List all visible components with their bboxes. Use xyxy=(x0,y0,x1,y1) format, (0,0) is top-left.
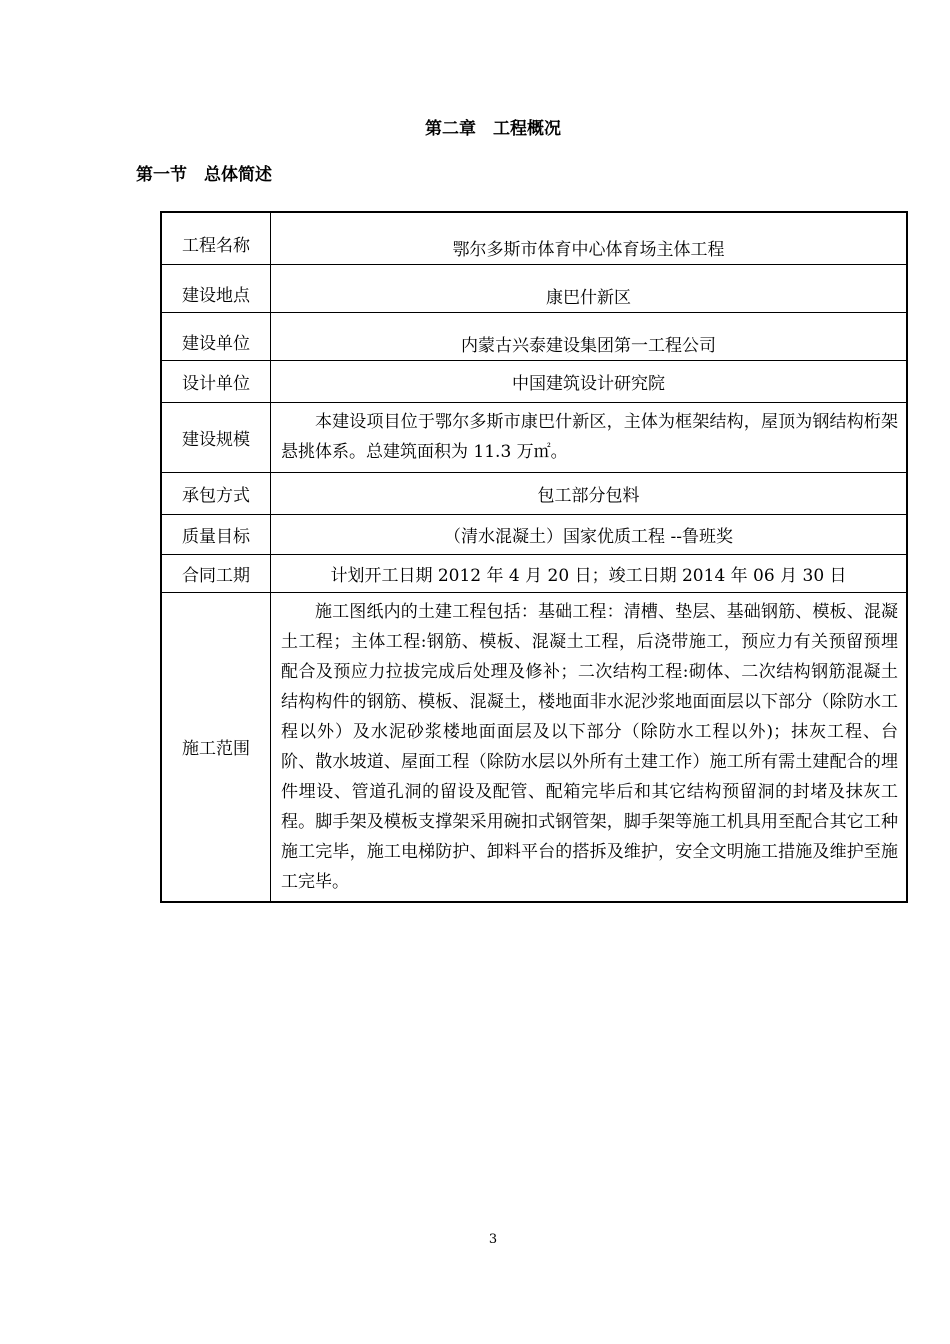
page-number: 3 xyxy=(488,1232,498,1247)
row-value: 本建设项目位于鄂尔多斯市康巴什新区，主体为框架结构，屋顶为钢结构桁架悬挑体系。总建筑面积为 11.3 万㎡。 xyxy=(271,402,908,472)
row-label: 施工范围 xyxy=(161,592,271,902)
chapter-title: 第二章 工程概况 xyxy=(425,119,561,139)
row-value: 计划开工日期 2012 年 4 月 20 日；竣工日期 2014 年 06 月 30 日 xyxy=(271,554,908,592)
row-label: 建设规模 xyxy=(161,402,271,472)
row-value: 中国建筑设计研究院 xyxy=(271,360,908,402)
row-value: （清水混凝土）国家优质工程 --鲁班奖 xyxy=(271,514,908,554)
table-row xyxy=(161,554,907,592)
row-label: 设计单位 xyxy=(161,360,271,402)
row-label: 合同工期 xyxy=(161,554,271,592)
row-label: 工程名称 xyxy=(161,212,271,264)
table-row xyxy=(161,264,907,312)
row-value: 康巴什新区 xyxy=(271,264,908,312)
row-value: 内蒙古兴泰建设集团第一工程公司 xyxy=(271,312,908,360)
table-row xyxy=(161,402,907,472)
section-title: 第一节 总体简述 xyxy=(136,165,272,185)
project-overview-table xyxy=(160,211,908,903)
table-row xyxy=(161,360,907,402)
table-row xyxy=(161,514,907,554)
table-row xyxy=(161,212,907,264)
row-label: 质量目标 xyxy=(161,514,271,554)
row-label: 建设地点 xyxy=(161,264,271,312)
row-value: 包工部分包料 xyxy=(271,472,908,514)
row-label: 建设单位 xyxy=(161,312,271,360)
row-label: 承包方式 xyxy=(161,472,271,514)
row-value: 施工图纸内的土建工程包括：基础工程：清槽、垫层、基础钢筋、模板、混凝土工程；主体工程:钢筋、模板、混凝土工程，后浇带施工，预应力有关预留预埋配合及预应力拉拔完成后处理及修补；二次结构工程:砌体、二次结构钢筋混凝土结构构件的钢筋、模板、混凝土，楼地面非水泥沙浆地面面层以下部分（除防水工程以外）及水泥砂浆楼地面面层及以下部分（除防水工程以外)；抹灰工程、台阶、散水坡道、屋面工程（除防水层以外所有土建工作）施工所有需土建配合的埋件埋设、管道孔洞的留设及配管、配箱完毕后和其它结构预留洞的封堵及抹灰工程。脚手架及模板支撑架采用碗扣式钢管架，脚手架等施工机具用至配合其它工种施工完毕，施工电梯防护、卸料平台的搭拆及维护，安全文明施工措施及维护至施工完毕。 xyxy=(271,592,908,902)
table-row xyxy=(161,312,907,360)
table-row xyxy=(161,472,907,514)
row-value: 鄂尔多斯市体育中心体育场主体工程 xyxy=(271,212,908,264)
table-row xyxy=(161,592,907,902)
